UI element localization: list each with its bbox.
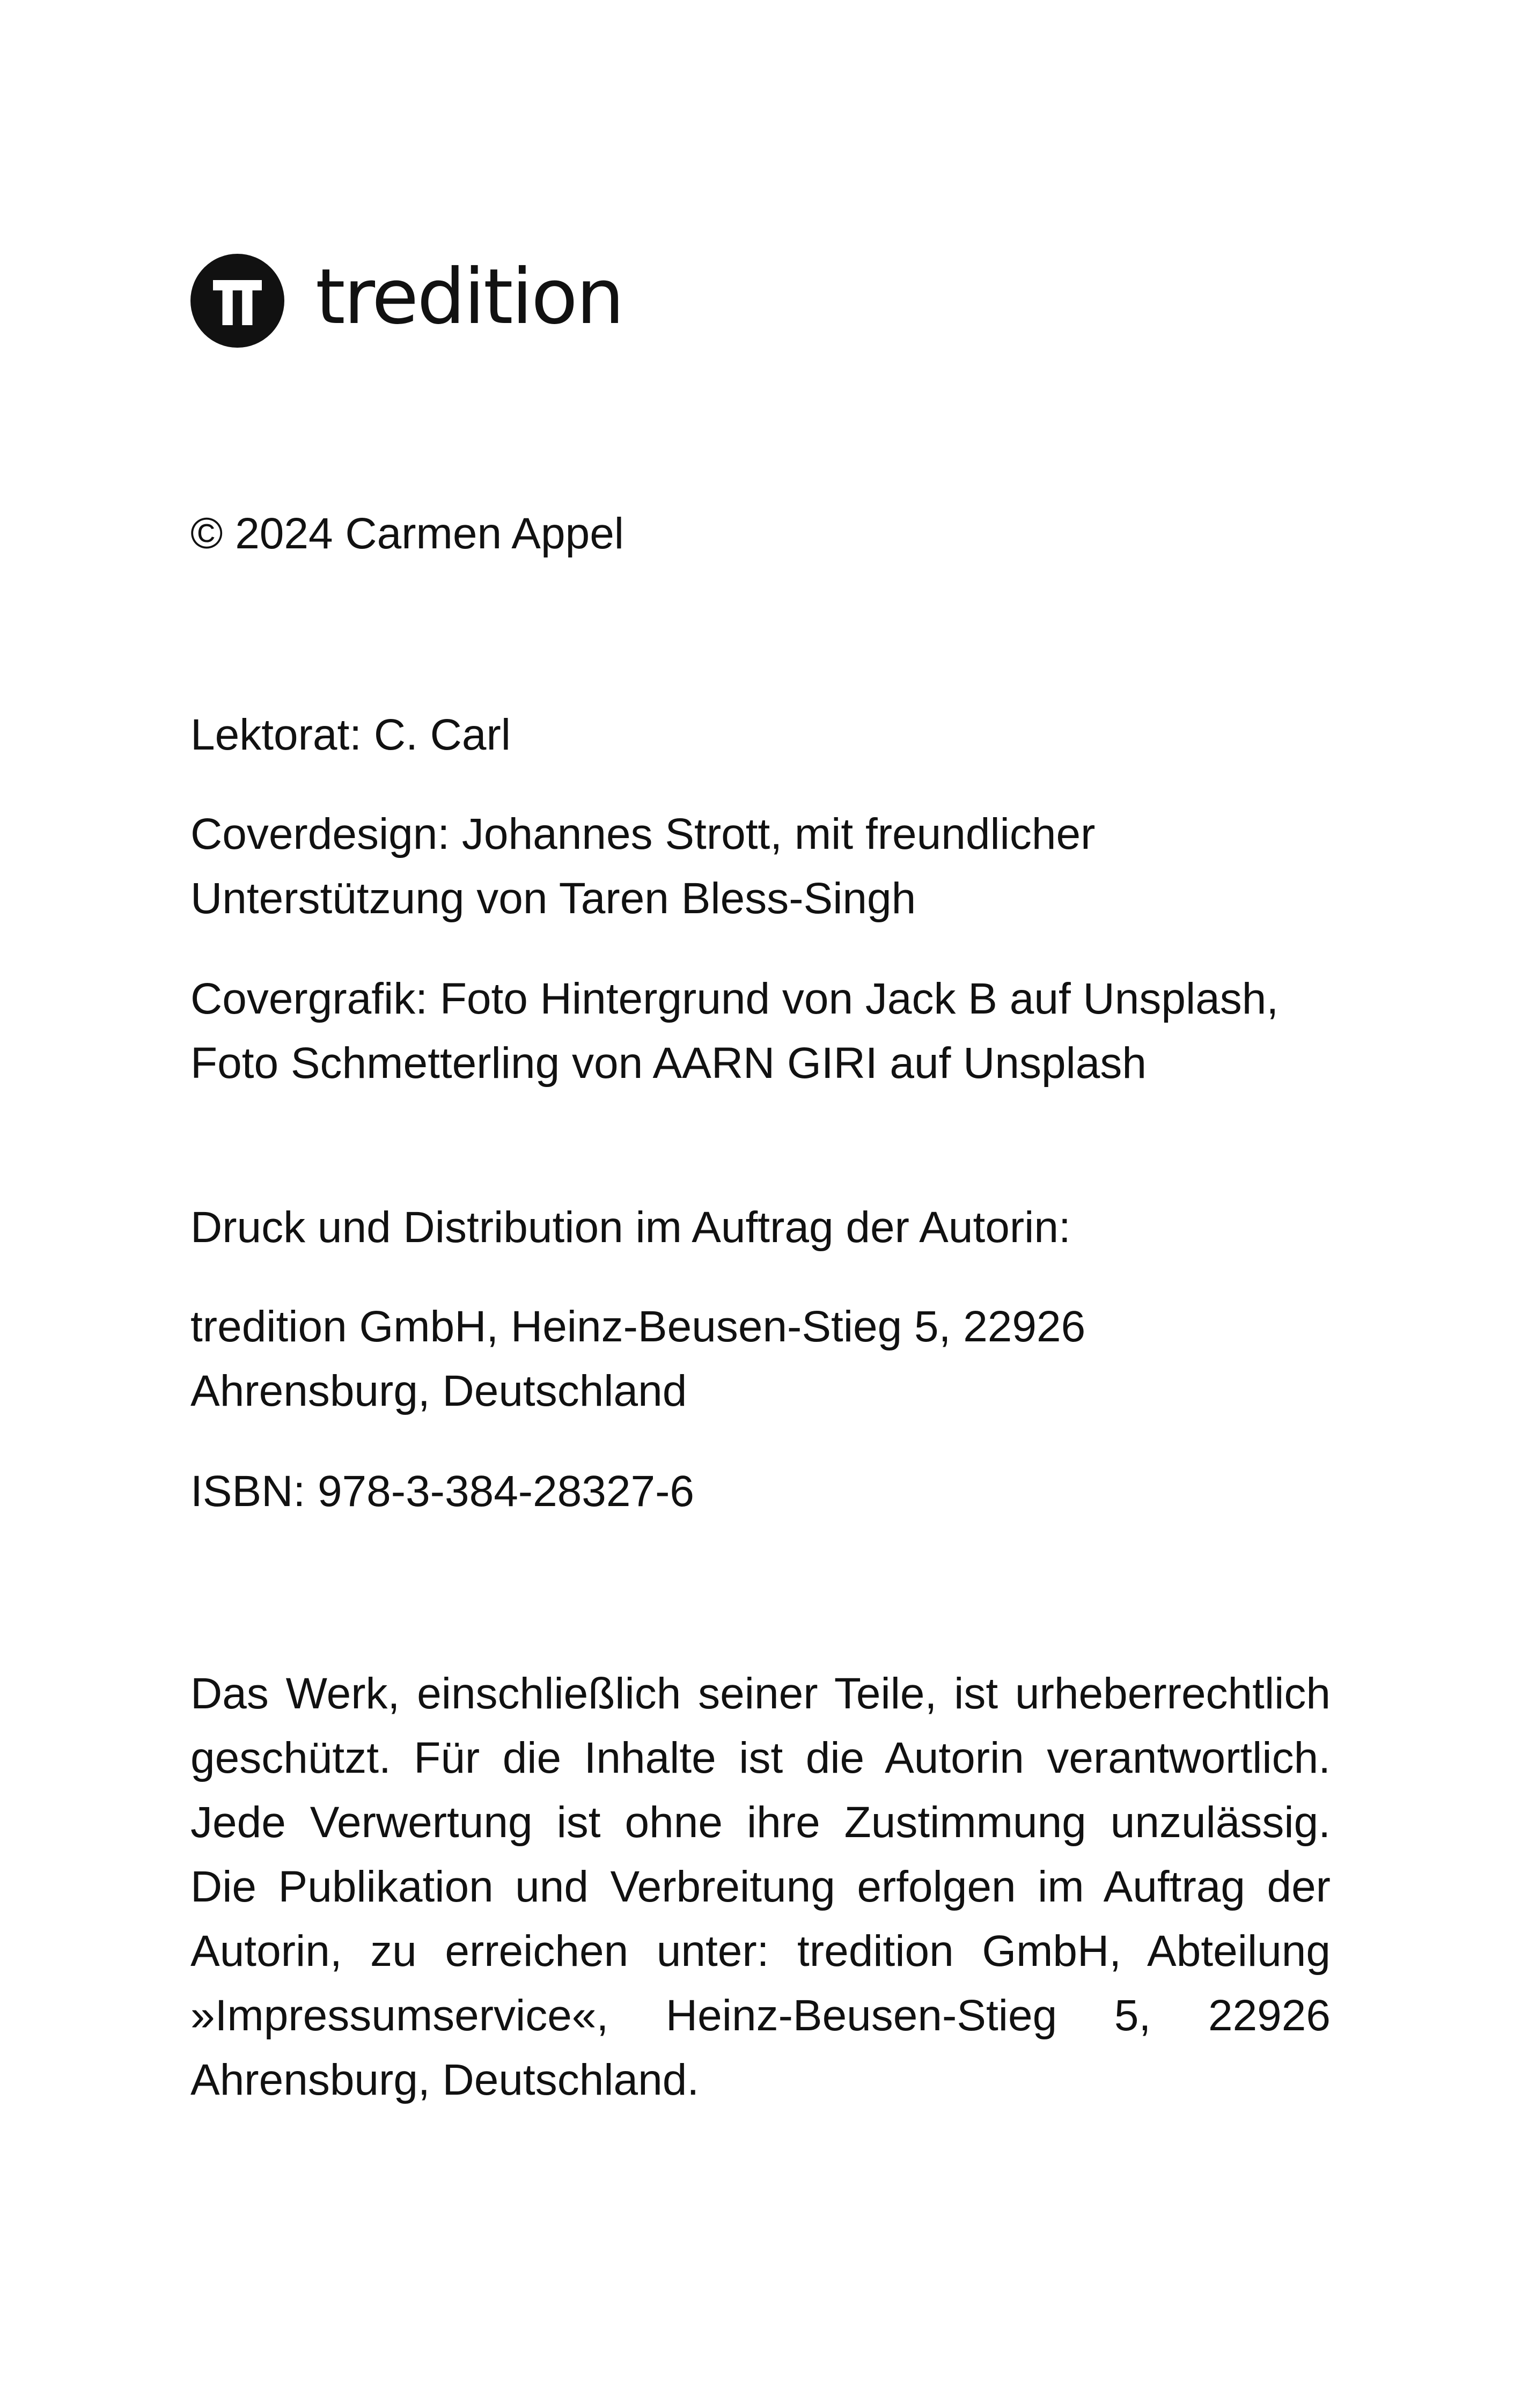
publisher-name: tredition <box>315 253 623 341</box>
covergrafik-credit <box>190 967 1331 1096</box>
tredition-logo-icon <box>190 254 284 348</box>
coverdesign-line-2: Unterstützung von Taren Bless-Singh <box>190 874 916 923</box>
distribution-heading: Druck und Distribution im Auftrag der Autorin: <box>190 1203 1071 1252</box>
publisher-address <box>190 1295 1331 1423</box>
isbn-line: ISBN: 978-3-384-28327-6 <box>190 1467 695 1516</box>
legal-notice: Das Werk, einschließlich seiner Teile, ist urheberrechtlich geschützt. Für die Inhalte ist die Autorin verantwortlich. Jede Verwertung ist ohne ihre Zustimmung unzulässig. Die Publikation und Verbreitung erfolgen im Auftrag der Autorin, zu erreichen unter: tredition GmbH, Abteilung »Impressumservice«, Heinz-Beusen-Stieg 5, 22926 Ahrensburg, Deutschland. <box>190 1669 1331 2104</box>
coverdesign-credit <box>190 802 1331 931</box>
covergrafik-line-2: Foto Schmetterling von AARN GIRI auf Unsplash <box>190 1039 1147 1088</box>
lektorat-line: Lektorat: C. Carl <box>190 710 511 759</box>
address-line-2: Ahrensburg, Deutschland <box>190 1367 687 1415</box>
copyright-line: © 2024 Carmen Appel <box>190 509 624 558</box>
address-line-1: tredition GmbH, Heinz-Beusen-Stieg 5, 22926 <box>190 1302 1086 1351</box>
publisher-logo <box>190 252 623 349</box>
covergrafik-line-1: Covergrafik: Foto Hintergrund von Jack B auf Unsplash, <box>190 974 1279 1023</box>
coverdesign-line-1: Coverdesign: Johannes Strott, mit freundlicher <box>190 810 1096 858</box>
